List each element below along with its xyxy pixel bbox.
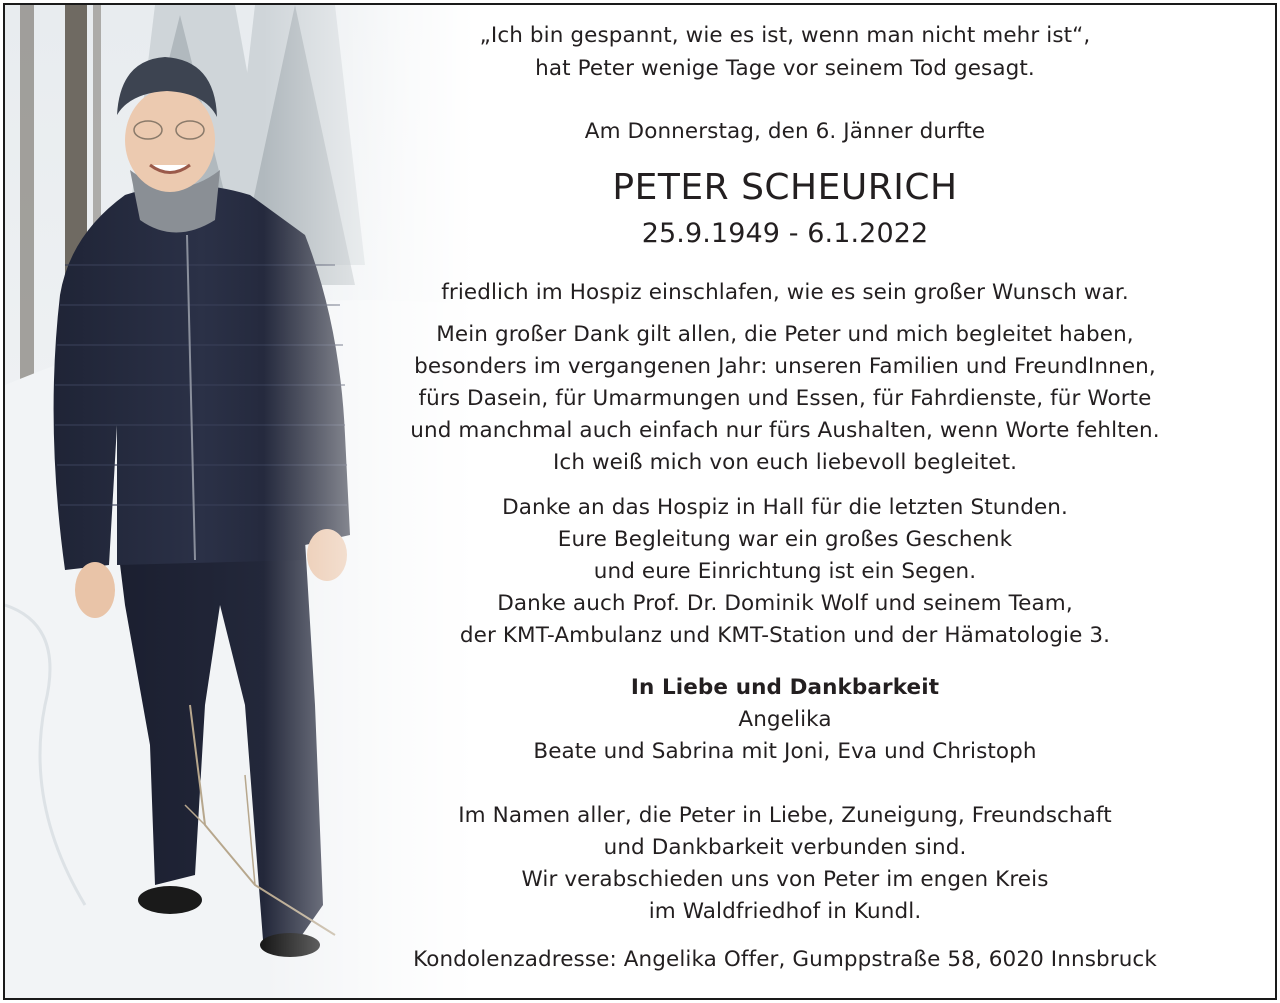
notice-text [335, 5, 1235, 998]
thanks-line: Ich weiß mich von euch liebevoll begleitet. [552, 450, 1018, 475]
hospice-line: der KMT-Ambulanz und KMT-Station und der Hämatologie 3. [459, 623, 1111, 648]
quote-line-1: „Ich bin gespannt, wie es ist, wenn man nicht mehr ist“, [479, 23, 1091, 48]
obituary-notice [3, 3, 1277, 1000]
thanks-line: Mein großer Dank gilt allen, die Peter und mich begleitet haben, [436, 322, 1134, 347]
deceased-name: PETER SCHEURICH [612, 167, 958, 208]
closing-line: Wir verabschieden uns von Peter im engen Kreis [521, 867, 1049, 892]
hospice-line: Eure Begleitung war ein großes Geschenk [557, 527, 1013, 552]
quote-line-2: hat Peter wenige Tage vor seinem Tod gesagt. [535, 56, 1035, 81]
life-dates: 25.9.1949 - 6.1.2022 [641, 218, 929, 249]
hospice-line: Danke auch Prof. Dr. Dominik Wolf und seinem Team, [497, 591, 1073, 616]
closing-line: im Waldfriedhof in Kundl. [648, 899, 922, 924]
signature-heading: In Liebe und Dankbarkeit [630, 675, 940, 700]
hospice-line: Danke an das Hospiz in Hall für die letzten Stunden. [502, 495, 1068, 520]
signature-name: Angelika [738, 707, 832, 732]
thanks-line: und manchmal auch einfach nur fürs Aushalten, wenn Worte fehlten. [410, 418, 1160, 443]
hospice-line: und eure Einrichtung ist ein Segen. [593, 559, 977, 584]
thanks-line: besonders im vergangenen Jahr: unseren Familien und FreundInnen, [414, 354, 1156, 379]
condolence-address: Kondolenzadresse: Angelika Offer, Gumppstraße 58, 6020 Innsbruck [413, 947, 1157, 972]
intro-text: Am Donnerstag, den 6. Jänner durfte [584, 119, 986, 144]
signature-name: Beate und Sabrina mit Joni, Eva und Christoph [533, 739, 1037, 764]
closing-line: Im Namen aller, die Peter in Liebe, Zuneigung, Freundschaft [458, 803, 1112, 828]
thanks-line: fürs Dasein, für Umarmungen und Essen, für Fahrdienste, für Worte [418, 386, 1152, 411]
closing-line: und Dankbarkeit verbunden sind. [603, 835, 967, 860]
passing-text: friedlich im Hospiz einschlafen, wie es sein großer Wunsch war. [441, 280, 1129, 305]
